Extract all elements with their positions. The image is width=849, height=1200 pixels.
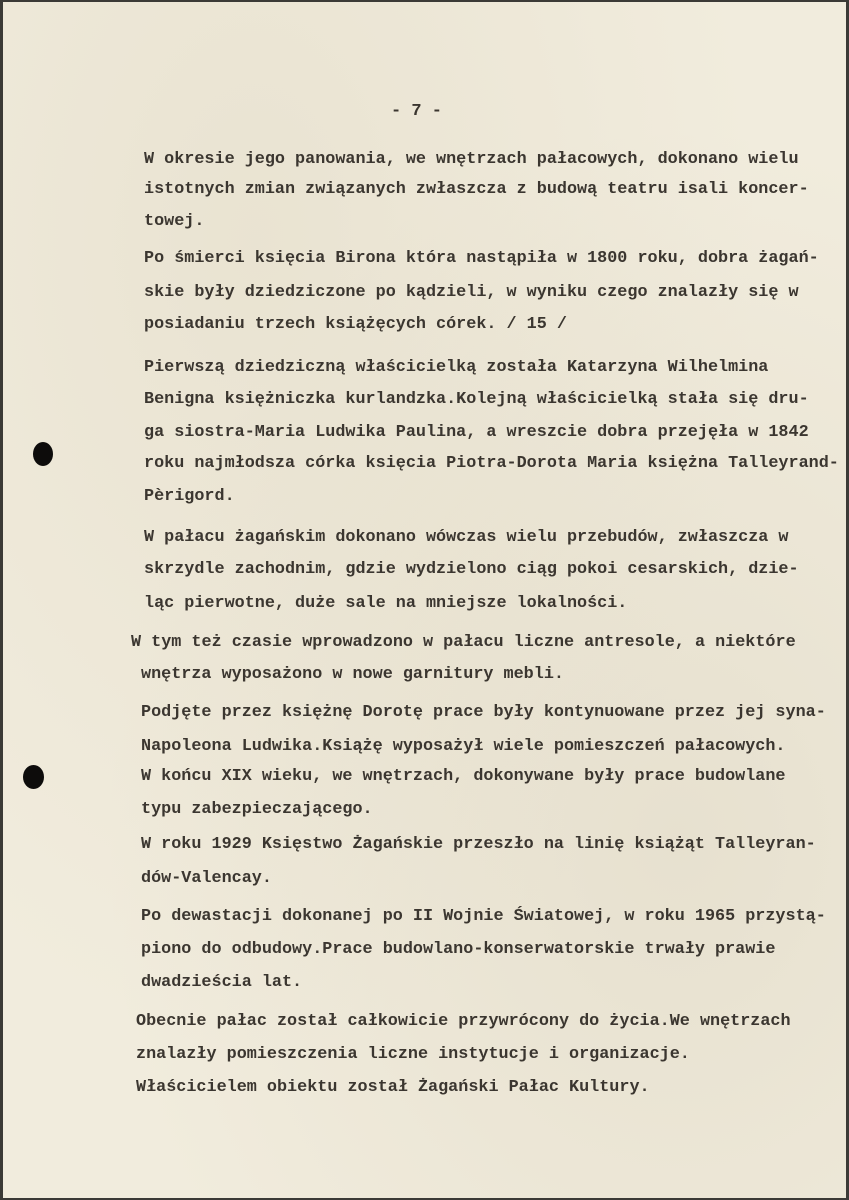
text-line: dwadzieścia lat. bbox=[141, 973, 303, 992]
text-line: skie były dziedziczone po kądzieli, w wyniku czego znalazły się w bbox=[144, 283, 799, 302]
text-line: towej. bbox=[144, 212, 205, 231]
text-line: W końcu XIX wieku, we wnętrzach, dokonywane były prace budowlane bbox=[141, 767, 786, 786]
text-line: W roku 1929 Księstwo Żagańskie przeszło na linię książąt Talleyran- bbox=[141, 835, 816, 854]
document-page bbox=[3, 2, 846, 1198]
text-line: ga siostra-Maria Ludwika Paulina, a wreszcie dobra przejęła w 1842 bbox=[144, 423, 809, 442]
text-line: piono do odbudowy.Prace budowlano-konserwatorskie trwały prawie bbox=[141, 940, 776, 959]
text-line: ląc pierwotne, duże sale na mniejsze lokalności. bbox=[144, 594, 628, 613]
text-line: Pierwszą dziedziczną właścicielką została Katarzyna Wilhelmina bbox=[144, 358, 769, 377]
text-line: wnętrza wyposażono w nowe garnitury mebli. bbox=[141, 665, 564, 684]
text-line: istotnych zmian związanych zwłaszcza z budową teatru isali koncer- bbox=[144, 180, 809, 199]
text-line: Benigna księżniczka kurlandzka.Kolejną właścicielką stała się dru- bbox=[144, 390, 809, 409]
text-line: Właścicielem obiektu został Żagański Pałac Kultury. bbox=[136, 1078, 650, 1097]
text-line: posiadaniu trzech książęcych córek. / 15 / bbox=[144, 315, 567, 334]
text-line: W okresie jego panowania, we wnętrzach pałacowych, dokonano wielu bbox=[144, 150, 799, 169]
punch-hole bbox=[33, 442, 53, 466]
punch-hole bbox=[23, 765, 44, 789]
text-line: skrzydle zachodnim, gdzie wydzielono ciąg pokoi cesarskich, dzie- bbox=[144, 560, 799, 579]
text-line: znalazły pomieszczenia liczne instytucje i organizacje. bbox=[136, 1045, 690, 1064]
text-line: typu zabezpieczającego. bbox=[141, 800, 373, 819]
text-line: Pèrigord. bbox=[144, 487, 235, 506]
page-number: - 7 - bbox=[391, 102, 443, 121]
text-line: W pałacu żagańskim dokonano wówczas wielu przebudów, zwłaszcza w bbox=[144, 528, 789, 547]
text-line: Napoleona Ludwika.Książę wyposażył wiele pomieszczeń pałacowych. bbox=[141, 737, 786, 756]
text-line: Obecnie pałac został całkowicie przywrócony do życia.We wnętrzach bbox=[136, 1012, 791, 1031]
text-line: dów-Valencay. bbox=[141, 869, 272, 888]
text-line: Po śmierci księcia Birona która nastąpiła w 1800 roku, dobra żagań- bbox=[144, 249, 819, 268]
text-line: W tym też czasie wprowadzono w pałacu liczne antresole, a niektóre bbox=[131, 633, 796, 652]
text-line: roku najmłodsza córka księcia Piotra-Dorota Maria księżna Talleyrand- bbox=[144, 454, 839, 473]
text-line: Po dewastacji dokonanej po II Wojnie Światowej, w roku 1965 przystą- bbox=[141, 907, 826, 926]
text-line: Podjęte przez księżnę Dorotę prace były kontynuowane przez jej syna- bbox=[141, 703, 826, 722]
